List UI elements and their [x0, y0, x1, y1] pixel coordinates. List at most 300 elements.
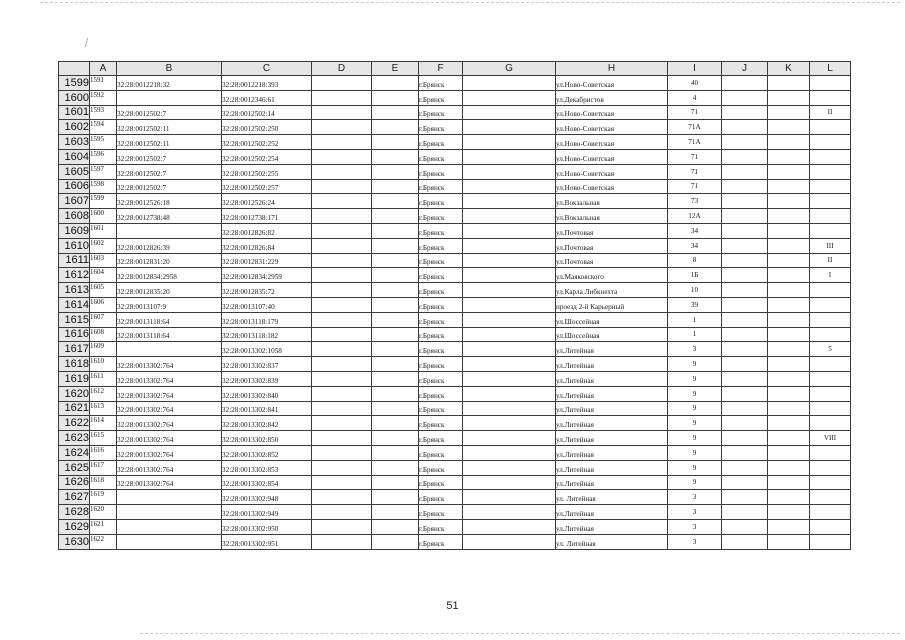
cell-f[interactable]: г.Брянск	[419, 371, 463, 386]
cell-g[interactable]	[463, 76, 556, 91]
cell-h[interactable]: ул.Шоссейная	[556, 312, 668, 327]
cell-j[interactable]	[722, 386, 768, 401]
cell-e[interactable]	[372, 312, 419, 327]
cell-f[interactable]: г.Брянск	[419, 445, 463, 460]
cell-g[interactable]	[463, 519, 556, 534]
cell-i[interactable]: 1	[668, 312, 722, 327]
cell-h[interactable]: ул.Декабристов	[556, 90, 668, 105]
cell-a[interactable]: 1606	[90, 297, 117, 312]
cell-i[interactable]: 3	[668, 490, 722, 505]
cell-c[interactable]: 32:28:0013302:842	[222, 416, 312, 431]
cell-a[interactable]: 1616	[90, 445, 117, 460]
cell-a[interactable]: 1618	[90, 475, 117, 490]
cell-e[interactable]	[372, 519, 419, 534]
cell-h[interactable]: ул.Почтовая	[556, 223, 668, 238]
cell-c[interactable]: 32:28:0013302:841	[222, 401, 312, 416]
row-header[interactable]: 1609	[59, 223, 90, 238]
row-header[interactable]: 1604	[59, 149, 90, 164]
cell-e[interactable]	[372, 135, 419, 150]
cell-j[interactable]	[722, 135, 768, 150]
cell-i[interactable]: 71	[668, 149, 722, 164]
cell-c[interactable]: 32:28:0012502:254	[222, 149, 312, 164]
cell-l[interactable]	[810, 312, 851, 327]
cell-a[interactable]: 1597	[90, 164, 117, 179]
cell-d[interactable]	[312, 519, 372, 534]
cell-i[interactable]: 9	[668, 401, 722, 416]
row-header[interactable]: 1610	[59, 238, 90, 253]
cell-c[interactable]: 32:28:0013302:852	[222, 445, 312, 460]
cell-h[interactable]: ул.Вокзальная	[556, 194, 668, 209]
cell-g[interactable]	[463, 164, 556, 179]
cell-l[interactable]: 5	[810, 342, 851, 357]
cell-e[interactable]	[372, 238, 419, 253]
cell-c[interactable]: 32:28:0013107:40	[222, 297, 312, 312]
cell-j[interactable]	[722, 283, 768, 298]
cell-c[interactable]: 32:28:0012526:24	[222, 194, 312, 209]
cell-k[interactable]	[768, 386, 810, 401]
cell-f[interactable]: г.Брянск	[419, 505, 463, 520]
cell-a[interactable]: 1612	[90, 386, 117, 401]
cell-j[interactable]	[722, 431, 768, 446]
cell-h[interactable]: ул.Маяковского	[556, 268, 668, 283]
cell-e[interactable]	[372, 164, 419, 179]
cell-b[interactable]: 32:28:0013118:64	[117, 312, 222, 327]
cell-a[interactable]: 1609	[90, 342, 117, 357]
cell-e[interactable]	[372, 209, 419, 224]
cell-k[interactable]	[768, 120, 810, 135]
column-header-j[interactable]: J	[722, 62, 768, 76]
cell-f[interactable]: г.Брянск	[419, 209, 463, 224]
cell-d[interactable]	[312, 223, 372, 238]
cell-l[interactable]	[810, 135, 851, 150]
cell-e[interactable]	[372, 90, 419, 105]
cell-g[interactable]	[463, 209, 556, 224]
cell-a[interactable]: 1594	[90, 120, 117, 135]
cell-l[interactable]	[810, 386, 851, 401]
cell-b[interactable]: 32:28:0013118:64	[117, 327, 222, 342]
cell-d[interactable]	[312, 505, 372, 520]
cell-j[interactable]	[722, 416, 768, 431]
cell-d[interactable]	[312, 445, 372, 460]
cell-d[interactable]	[312, 416, 372, 431]
cell-h[interactable]: ул.Шоссейная	[556, 327, 668, 342]
cell-f[interactable]: г.Брянск	[419, 90, 463, 105]
cell-k[interactable]	[768, 312, 810, 327]
row-header[interactable]: 1612	[59, 268, 90, 283]
cell-b[interactable]: 32:28:0012502:7	[117, 164, 222, 179]
cell-b[interactable]: 32:28:0013302:764	[117, 445, 222, 460]
cell-h[interactable]: ул.Литейная	[556, 445, 668, 460]
cell-c[interactable]: 32:28:0013302:850	[222, 431, 312, 446]
cell-g[interactable]	[463, 357, 556, 372]
cell-b[interactable]: 32:28:0012831:20	[117, 253, 222, 268]
cell-k[interactable]	[768, 371, 810, 386]
cell-a[interactable]: 1591	[90, 76, 117, 91]
cell-l[interactable]	[810, 164, 851, 179]
row-header[interactable]: 1605	[59, 164, 90, 179]
cell-h[interactable]: ул.Ново-Советская	[556, 76, 668, 91]
cell-i[interactable]: 40	[668, 76, 722, 91]
cell-c[interactable]: 32:28:0012738:171	[222, 209, 312, 224]
cell-j[interactable]	[722, 460, 768, 475]
cell-d[interactable]	[312, 209, 372, 224]
cell-h[interactable]: ул.Литейная	[556, 357, 668, 372]
cell-i[interactable]: 34	[668, 238, 722, 253]
cell-g[interactable]	[463, 460, 556, 475]
cell-j[interactable]	[722, 238, 768, 253]
cell-f[interactable]: г.Брянск	[419, 386, 463, 401]
cell-c[interactable]: 32:28:0012218:393	[222, 76, 312, 91]
cell-l[interactable]	[810, 371, 851, 386]
cell-c[interactable]: 32:28:0012346:61	[222, 90, 312, 105]
cell-c[interactable]: 32:28:0012502:252	[222, 135, 312, 150]
cell-i[interactable]: 9	[668, 431, 722, 446]
cell-e[interactable]	[372, 460, 419, 475]
row-header[interactable]: 1623	[59, 431, 90, 446]
row-header[interactable]: 1613	[59, 283, 90, 298]
cell-c[interactable]: 32:28:0012502:257	[222, 179, 312, 194]
cell-g[interactable]	[463, 253, 556, 268]
cell-f[interactable]: г.Брянск	[419, 475, 463, 490]
cell-b[interactable]: 32:28:0012834:2958	[117, 268, 222, 283]
cell-i[interactable]: 12А	[668, 209, 722, 224]
cell-c[interactable]: 32:28:0012834:2959	[222, 268, 312, 283]
cell-f[interactable]: г.Брянск	[419, 519, 463, 534]
cell-j[interactable]	[722, 327, 768, 342]
cell-e[interactable]	[372, 371, 419, 386]
cell-h[interactable]: ул.Литейная	[556, 431, 668, 446]
cell-i[interactable]: 71	[668, 164, 722, 179]
column-header-g[interactable]: G	[463, 62, 556, 76]
cell-i[interactable]: 71А	[668, 120, 722, 135]
cell-d[interactable]	[312, 357, 372, 372]
cell-i[interactable]: 71	[668, 105, 722, 120]
cell-g[interactable]	[463, 135, 556, 150]
cell-c[interactable]: 32:28:0013302:839	[222, 371, 312, 386]
cell-c[interactable]: 32:28:0013302:949	[222, 505, 312, 520]
cell-e[interactable]	[372, 120, 419, 135]
cell-h[interactable]: ул.Ново-Советская	[556, 135, 668, 150]
cell-l[interactable]	[810, 283, 851, 298]
column-header-e[interactable]: E	[372, 62, 419, 76]
column-header-d[interactable]: D	[312, 62, 372, 76]
cell-a[interactable]: 1614	[90, 416, 117, 431]
cell-j[interactable]	[722, 505, 768, 520]
cell-f[interactable]: г.Брянск	[419, 401, 463, 416]
cell-i[interactable]: 9	[668, 386, 722, 401]
cell-l[interactable]	[810, 519, 851, 534]
cell-d[interactable]	[312, 238, 372, 253]
cell-j[interactable]	[722, 312, 768, 327]
cell-k[interactable]	[768, 164, 810, 179]
cell-b[interactable]: 32:28:0012218:32	[117, 76, 222, 91]
cell-k[interactable]	[768, 490, 810, 505]
cell-i[interactable]: 71А	[668, 135, 722, 150]
row-header[interactable]: 1620	[59, 386, 90, 401]
cell-k[interactable]	[768, 401, 810, 416]
cell-h[interactable]: ул.Литейная	[556, 371, 668, 386]
row-header[interactable]: 1608	[59, 209, 90, 224]
cell-j[interactable]	[722, 534, 768, 549]
cell-e[interactable]	[372, 490, 419, 505]
cell-k[interactable]	[768, 505, 810, 520]
cell-e[interactable]	[372, 105, 419, 120]
cell-i[interactable]: 4	[668, 90, 722, 105]
cell-g[interactable]	[463, 223, 556, 238]
cell-c[interactable]: 32:28:0013302:853	[222, 460, 312, 475]
cell-c[interactable]: 32:28:0013302:951	[222, 534, 312, 549]
cell-d[interactable]	[312, 90, 372, 105]
cell-f[interactable]: г.Брянск	[419, 120, 463, 135]
cell-g[interactable]	[463, 401, 556, 416]
cell-e[interactable]	[372, 357, 419, 372]
cell-e[interactable]	[372, 401, 419, 416]
cell-j[interactable]	[722, 76, 768, 91]
cell-f[interactable]: г.Брянск	[419, 460, 463, 475]
row-header[interactable]: 1617	[59, 342, 90, 357]
cell-h[interactable]: проезд 2-й Карьерный	[556, 297, 668, 312]
cell-h[interactable]: ул.Литейная	[556, 342, 668, 357]
cell-i[interactable]: 9	[668, 357, 722, 372]
cell-c[interactable]: 32:28:0013302:854	[222, 475, 312, 490]
cell-i[interactable]: 3	[668, 342, 722, 357]
cell-e[interactable]	[372, 179, 419, 194]
column-header-k[interactable]: K	[768, 62, 810, 76]
cell-l[interactable]	[810, 475, 851, 490]
cell-j[interactable]	[722, 105, 768, 120]
cell-a[interactable]: 1602	[90, 238, 117, 253]
cell-j[interactable]	[722, 268, 768, 283]
cell-d[interactable]	[312, 490, 372, 505]
cell-k[interactable]	[768, 223, 810, 238]
cell-i[interactable]: 73	[668, 194, 722, 209]
cell-k[interactable]	[768, 534, 810, 549]
row-header[interactable]: 1611	[59, 253, 90, 268]
cell-j[interactable]	[722, 401, 768, 416]
row-header[interactable]: 1607	[59, 194, 90, 209]
cell-h[interactable]: ул.Литейная	[556, 475, 668, 490]
cell-l[interactable]	[810, 460, 851, 475]
cell-f[interactable]: г.Брянск	[419, 268, 463, 283]
cell-a[interactable]: 1599	[90, 194, 117, 209]
cell-l[interactable]	[810, 445, 851, 460]
cell-b[interactable]: 32:28:0013302:764	[117, 357, 222, 372]
row-header[interactable]: 1599	[59, 76, 90, 91]
cell-b[interactable]: 32:28:0013302:764	[117, 416, 222, 431]
cell-k[interactable]	[768, 519, 810, 534]
cell-i[interactable]: 9	[668, 445, 722, 460]
cell-d[interactable]	[312, 534, 372, 549]
cell-g[interactable]	[463, 120, 556, 135]
column-header-l[interactable]: L	[810, 62, 851, 76]
cell-e[interactable]	[372, 475, 419, 490]
cell-f[interactable]: г.Брянск	[419, 135, 463, 150]
cell-j[interactable]	[722, 490, 768, 505]
cell-k[interactable]	[768, 268, 810, 283]
cell-j[interactable]	[722, 179, 768, 194]
cell-g[interactable]	[463, 416, 556, 431]
cell-j[interactable]	[722, 475, 768, 490]
cell-g[interactable]	[463, 534, 556, 549]
cell-g[interactable]	[463, 149, 556, 164]
cell-d[interactable]	[312, 164, 372, 179]
cell-h[interactable]: ул.Литейная	[556, 460, 668, 475]
cell-l[interactable]	[810, 357, 851, 372]
cell-b[interactable]: 32:28:0013302:764	[117, 371, 222, 386]
cell-d[interactable]	[312, 371, 372, 386]
cell-e[interactable]	[372, 431, 419, 446]
cell-h[interactable]: ул. Литейная	[556, 490, 668, 505]
cell-f[interactable]: г.Брянск	[419, 534, 463, 549]
cell-b[interactable]: 32:28:0012826:39	[117, 238, 222, 253]
column-header-i[interactable]: I	[668, 62, 722, 76]
cell-g[interactable]	[463, 371, 556, 386]
column-header-a[interactable]: A	[90, 62, 117, 76]
cell-k[interactable]	[768, 431, 810, 446]
cell-l[interactable]	[810, 209, 851, 224]
cell-d[interactable]	[312, 327, 372, 342]
cell-c[interactable]: 32:28:0012502:14	[222, 105, 312, 120]
cell-h[interactable]: ул.Литейная	[556, 519, 668, 534]
cell-b[interactable]: 32:28:0013302:764	[117, 475, 222, 490]
cell-i[interactable]: 3	[668, 534, 722, 549]
cell-e[interactable]	[372, 297, 419, 312]
cell-a[interactable]: 1595	[90, 135, 117, 150]
cell-a[interactable]: 1598	[90, 179, 117, 194]
cell-i[interactable]: 9	[668, 460, 722, 475]
cell-k[interactable]	[768, 76, 810, 91]
cell-e[interactable]	[372, 505, 419, 520]
row-header[interactable]: 1625	[59, 460, 90, 475]
cell-k[interactable]	[768, 357, 810, 372]
cell-f[interactable]: г.Брянск	[419, 327, 463, 342]
cell-c[interactable]: 32:28:0013302:950	[222, 519, 312, 534]
cell-k[interactable]	[768, 297, 810, 312]
column-header-c[interactable]: C	[222, 62, 312, 76]
cell-a[interactable]: 1592	[90, 90, 117, 105]
cell-a[interactable]: 1596	[90, 149, 117, 164]
cell-b[interactable]	[117, 490, 222, 505]
cell-g[interactable]	[463, 283, 556, 298]
cell-g[interactable]	[463, 475, 556, 490]
cell-d[interactable]	[312, 135, 372, 150]
cell-d[interactable]	[312, 105, 372, 120]
cell-j[interactable]	[722, 90, 768, 105]
cell-j[interactable]	[722, 445, 768, 460]
cell-b[interactable]: 32:28:0013302:764	[117, 460, 222, 475]
row-header[interactable]: 1618	[59, 357, 90, 372]
cell-k[interactable]	[768, 149, 810, 164]
cell-f[interactable]: г.Брянск	[419, 431, 463, 446]
cell-l[interactable]	[810, 490, 851, 505]
cell-f[interactable]: г.Брянск	[419, 342, 463, 357]
cell-l[interactable]	[810, 76, 851, 91]
cell-c[interactable]: 32:28:0013302:837	[222, 357, 312, 372]
cell-k[interactable]	[768, 179, 810, 194]
cell-d[interactable]	[312, 386, 372, 401]
cell-g[interactable]	[463, 342, 556, 357]
cell-a[interactable]: 1593	[90, 105, 117, 120]
cell-e[interactable]	[372, 194, 419, 209]
cell-j[interactable]	[722, 194, 768, 209]
column-header-f[interactable]: F	[419, 62, 463, 76]
cell-e[interactable]	[372, 534, 419, 549]
row-header[interactable]: 1606	[59, 179, 90, 194]
cell-d[interactable]	[312, 268, 372, 283]
cell-e[interactable]	[372, 149, 419, 164]
row-header[interactable]: 1614	[59, 297, 90, 312]
cell-b[interactable]: 32:28:0012502:7	[117, 179, 222, 194]
cell-g[interactable]	[463, 445, 556, 460]
cell-j[interactable]	[722, 342, 768, 357]
cell-l[interactable]	[810, 179, 851, 194]
cell-a[interactable]: 1615	[90, 431, 117, 446]
cell-l[interactable]	[810, 327, 851, 342]
cell-d[interactable]	[312, 120, 372, 135]
cell-i[interactable]: 8	[668, 253, 722, 268]
cell-d[interactable]	[312, 297, 372, 312]
cell-b[interactable]: 32:28:0012738:48	[117, 209, 222, 224]
cell-l[interactable]	[810, 90, 851, 105]
row-header[interactable]: 1615	[59, 312, 90, 327]
cell-c[interactable]: 32:28:0012826:84	[222, 238, 312, 253]
cell-b[interactable]: 32:28:0012835:20	[117, 283, 222, 298]
cell-f[interactable]: г.Брянск	[419, 297, 463, 312]
row-header[interactable]: 1629	[59, 519, 90, 534]
cell-a[interactable]: 1607	[90, 312, 117, 327]
cell-f[interactable]: г.Брянск	[419, 223, 463, 238]
cell-l[interactable]	[810, 297, 851, 312]
cell-j[interactable]	[722, 223, 768, 238]
cell-f[interactable]: г.Брянск	[419, 194, 463, 209]
cell-a[interactable]: 1611	[90, 371, 117, 386]
cell-i[interactable]: 3	[668, 505, 722, 520]
cell-b[interactable]	[117, 342, 222, 357]
row-header[interactable]: 1602	[59, 120, 90, 135]
cell-j[interactable]	[722, 120, 768, 135]
cell-f[interactable]: г.Брянск	[419, 312, 463, 327]
cell-g[interactable]	[463, 268, 556, 283]
cell-g[interactable]	[463, 490, 556, 505]
cell-k[interactable]	[768, 90, 810, 105]
cell-f[interactable]: г.Брянск	[419, 357, 463, 372]
cell-f[interactable]: г.Брянск	[419, 164, 463, 179]
cell-j[interactable]	[722, 297, 768, 312]
cell-l[interactable]	[810, 401, 851, 416]
cell-l[interactable]: II	[810, 105, 851, 120]
cell-k[interactable]	[768, 209, 810, 224]
cell-a[interactable]: 1605	[90, 283, 117, 298]
cell-k[interactable]	[768, 342, 810, 357]
cell-g[interactable]	[463, 297, 556, 312]
cell-b[interactable]: 32:28:0013302:764	[117, 386, 222, 401]
cell-j[interactable]	[722, 519, 768, 534]
row-header[interactable]: 1628	[59, 505, 90, 520]
cell-l[interactable]	[810, 416, 851, 431]
cell-g[interactable]	[463, 327, 556, 342]
cell-j[interactable]	[722, 371, 768, 386]
cell-a[interactable]: 1608	[90, 327, 117, 342]
cell-b[interactable]: 32:28:0012526:18	[117, 194, 222, 209]
cell-k[interactable]	[768, 105, 810, 120]
row-header[interactable]: 1603	[59, 135, 90, 150]
cell-e[interactable]	[372, 223, 419, 238]
cell-b[interactable]	[117, 223, 222, 238]
cell-j[interactable]	[722, 209, 768, 224]
row-header[interactable]: 1621	[59, 401, 90, 416]
cell-i[interactable]: 10	[668, 283, 722, 298]
cell-k[interactable]	[768, 135, 810, 150]
